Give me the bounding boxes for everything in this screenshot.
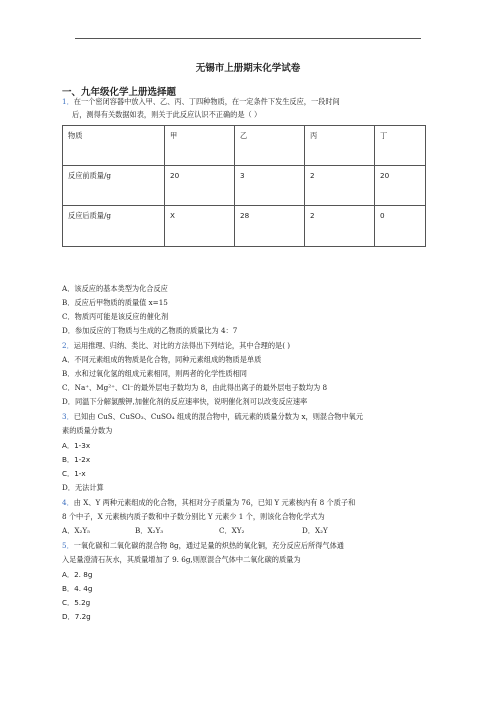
table-row: [63, 166, 426, 206]
question-3-option-a: A．1-3x: [62, 441, 91, 450]
question-1-option-c: C．物质丙可能是该反应的催化剂: [62, 312, 169, 321]
question-4-line-1: 4．由 X、Y 两种元素组成的化合物，其相对分子质量为 76，已知 Y 元素核内有 8 个质子和: [62, 498, 356, 507]
table-header-row: [63, 126, 426, 166]
table-cell: 0: [375, 206, 426, 247]
table-cell: X: [165, 206, 235, 247]
question-5-option-c: C．5.2g: [62, 598, 91, 607]
question-3-option-d: D．无法计算: [62, 483, 104, 492]
question-3-line-1: 3．已知由 CuS、CuSO₃、CuSO₄ 组成的混合物中，硫元素的质量分数为 x，则混合物中氧元: [62, 412, 364, 421]
document-title: 无锡市上册期末化学试卷: [195, 63, 301, 74]
section-heading: 一、九年级化学上册选择题: [62, 87, 177, 98]
question-1-option-d: D．参加反应的丁物质与生成的乙物质的质量比为 4：7: [62, 326, 238, 335]
question-2-number: 2．: [62, 341, 74, 350]
table-cell: 20: [375, 166, 426, 206]
question-1-line-2: 后，测得有关数据如表，则关于此反应认识不正确的是（ ）: [72, 110, 262, 119]
question-2-stem: 2．运用推理、归纳、类比、对比的方法得出下列结论，其中合理的是( ): [62, 341, 291, 350]
question-4-option-b: B．X₂Y₃: [135, 526, 164, 535]
question-4-line-2: 8 个中子，X 元素核内质子数和中子数分别比 Y 元素少 1 个，则该化合物化学式为: [62, 512, 325, 521]
table-cell: 2: [305, 206, 375, 247]
question-5-option-a: A．2. 8g: [62, 570, 93, 579]
question-5-option-b: B．4. 4g: [62, 584, 93, 593]
table-header-cell: 丁: [375, 126, 426, 166]
question-5-number: 5．: [62, 541, 74, 550]
table-cell: 3: [235, 166, 305, 206]
header-rule: [75, 38, 421, 39]
question-4-option-a: A．X₂Y₅: [62, 526, 91, 535]
question-2-option-a: A．不同元素组成的物质是化合物，同种元素组成的物质是单质: [62, 355, 262, 364]
table-cell: 20: [165, 166, 235, 206]
question-4-number: 4．: [62, 498, 74, 507]
table-header-cell: 丙: [305, 126, 375, 166]
question-5-line-2: 入足量澄清石灰水，其质量增加了 9. 6g,则原混合气体中二氧化碳的质量为: [62, 555, 301, 564]
question-1-line-1: 1．在一个密闭容器中放入甲、乙、丙、丁四种物质，在一定条件下发生反应，一段时间: [62, 97, 340, 106]
question-1-option-a: A．该反应的基本类型为化合反应: [62, 284, 168, 293]
table-cell: 反应后质量/g: [63, 206, 165, 247]
table-cell: 2: [305, 166, 375, 206]
question-5-option-d: D．7.2g: [62, 612, 91, 621]
table-header-cell: 物质: [63, 126, 165, 166]
question-2-option-b: B．水和过氧化氢的组成元素相同，则两者的化学性质相同: [62, 369, 247, 378]
question-2-option-d: D．同温下分解氯酸钾,加催化剂的反应速率快，说明催化剂可以改变反应速率: [62, 397, 308, 406]
question-3-number: 3．: [62, 412, 74, 421]
table-cell: 反应前质量/g: [63, 166, 165, 206]
question-4-option-c: C．XY₂: [219, 526, 245, 535]
table-header-cell: 乙: [235, 126, 305, 166]
question-3-option-b: B．1-2x: [62, 455, 91, 464]
question-3-line-2: 素的质量分数为: [62, 426, 113, 435]
mass-data-table: [62, 125, 426, 247]
question-1-option-b: B．反应后甲物质的质量值 x=15: [62, 298, 168, 307]
question-2-option-c: C．Na⁺、Mg²⁺、Cl⁻的最外层电子数均为 8，由此得出离子的最外层电子数均为 8: [62, 383, 328, 392]
table-row: [63, 206, 426, 247]
question-3-option-c: C．1-x: [62, 469, 86, 478]
table-header-cell: 甲: [165, 126, 235, 166]
question-4-option-d: D．X₂Y: [302, 526, 328, 535]
question-1-number: 1．: [62, 97, 74, 106]
question-5-line-1: 5．一氧化碳和二氧化碳的混合物 8g，通过足量的炽热的氧化铜，充分反应后所得气体通: [62, 541, 344, 550]
table-cell: 28: [235, 206, 305, 247]
